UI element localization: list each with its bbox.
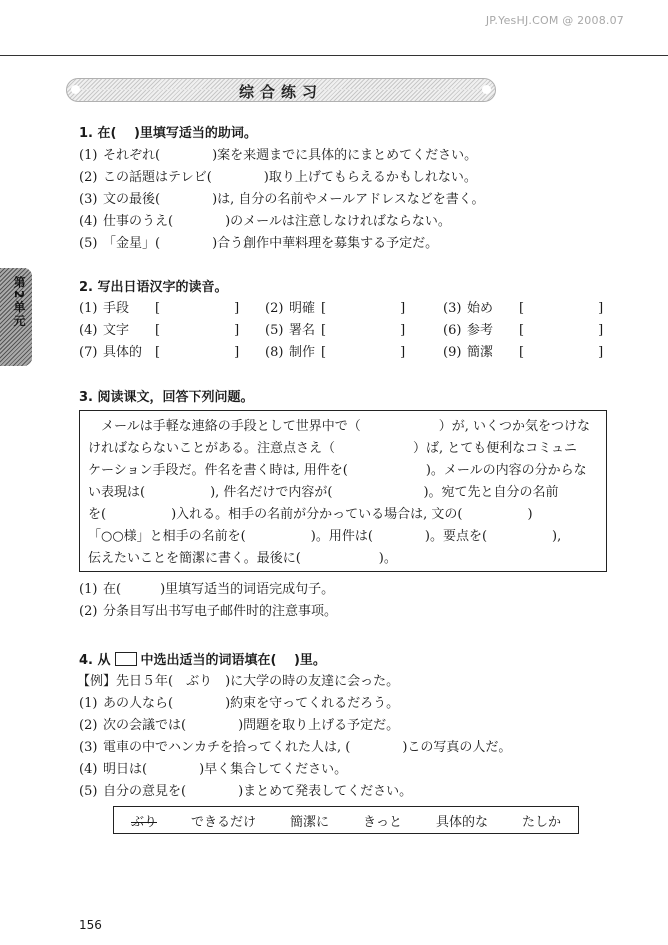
word-bank-item: 簡潔に <box>289 814 329 830</box>
answer-bracket-close: ] <box>400 301 406 316</box>
passage-line: ければならないことがある。注意点さえ（ ）ば, とても便利なコミュニ <box>88 441 578 456</box>
question-text: 分条目写出书写电子邮件时的注意事项。 <box>103 604 338 619</box>
item-text: 自分の意見を( )まとめて発表してください。 <box>103 784 413 799</box>
reading-item <box>265 297 405 316</box>
reading-passage-box <box>79 410 607 572</box>
reading-item <box>443 341 603 360</box>
section1-title: 1. 在( )里填写适当的助词。 <box>79 126 257 141</box>
kanji-word: 簡潔 <box>467 345 494 360</box>
word-bank <box>113 806 579 834</box>
answer-bracket-close: ] <box>598 345 604 360</box>
answer-bracket-open: [ <box>321 323 327 338</box>
item-number: (2) <box>79 604 98 619</box>
item-number: (1) <box>79 696 98 711</box>
item-text: あの人なら( )約束を守ってくれるだろう。 <box>103 696 400 711</box>
kanji-word: 署名 <box>289 323 316 338</box>
reading-item <box>79 341 239 360</box>
answer-bracket-open: [ <box>519 301 525 316</box>
kanji-word: 制作 <box>289 345 316 360</box>
passage-line: メールは手軽な連絡の手段として世界中で（ ）が, いくつか気をつけな <box>88 419 591 434</box>
item-text: 「金星」( )合う創作中華料理を募集する予定だ。 <box>103 236 439 251</box>
section1-item-5 <box>79 232 438 251</box>
passage-line: ケーション手段だ。件名を書く時は, 用件を( )。メールの内容の分からな <box>88 463 587 478</box>
watermark: JP.YesHJ.COM @ 2008.07 <box>485 14 624 27</box>
section4-item-2 <box>79 714 399 733</box>
item-number: (4) <box>79 323 98 338</box>
unit-label: 第2单元 <box>12 276 26 329</box>
section1-item-4 <box>79 210 451 229</box>
item-number: (3) <box>79 192 98 207</box>
word-bank-item: たしか <box>521 814 561 830</box>
answer-bracket-open: [ <box>321 301 327 316</box>
answer-bracket-open: [ <box>519 323 525 338</box>
word-box-symbol <box>115 652 137 666</box>
word-bank-item: きっと <box>362 814 402 830</box>
item-number: (9) <box>443 345 462 360</box>
title-suffix: 中选出适当的词语填在( )里。 <box>140 653 326 668</box>
unit-side-tab <box>0 268 32 366</box>
word-bank-item: ぶり <box>130 814 157 830</box>
item-number: (2) <box>265 301 284 316</box>
reading-row <box>79 341 619 361</box>
reading-row <box>79 319 619 339</box>
kanji-word: 手段 <box>103 301 130 316</box>
reading-row <box>79 297 619 317</box>
item-number: (5) <box>79 784 98 799</box>
kanji-word: 具体的 <box>103 345 143 360</box>
passage-line: 伝えたいことを簡潔に書く。最後に( )。 <box>88 551 397 566</box>
item-text: それぞれ( )案を来週までに具体的にまとめてください。 <box>103 148 478 163</box>
item-number: (5) <box>79 236 98 251</box>
answer-bracket-close: ] <box>400 345 406 360</box>
word-bank-item: 具体的な <box>435 814 488 830</box>
item-number: (8) <box>265 345 284 360</box>
section1-item-3 <box>79 188 485 207</box>
reading-item <box>443 319 603 338</box>
section4-item-5 <box>79 780 412 799</box>
page-number: 156 <box>79 918 102 932</box>
item-text: 電車の中でハンカチを拾ってくれた人は, ( )この写真の人だ。 <box>103 740 512 755</box>
section4-item-4 <box>79 758 347 777</box>
passage-line: い表現は( ), 件名だけで内容が( )。宛て先と自分の名前 <box>88 485 559 500</box>
section3-title: 3. 阅读课文，回答下列问题。 <box>79 390 254 405</box>
question-text: 在( )里填写适当的词语完成句子。 <box>103 582 335 597</box>
answer-bracket-close: ] <box>598 301 604 316</box>
item-number: (2) <box>79 170 98 185</box>
item-number: (4) <box>79 214 98 229</box>
passage-line: を( )入れる。相手の名前が分かっている場合は, 文の( ) <box>88 507 533 522</box>
section1-item-1 <box>79 144 477 163</box>
kanji-word: 文字 <box>103 323 130 338</box>
section4-title <box>79 649 326 668</box>
item-text: 明日は( )早く集合してください。 <box>103 762 348 777</box>
reading-item <box>265 341 405 360</box>
item-text: この話題はテレビ( )取り上げてもらえるかもしれない。 <box>103 170 477 185</box>
item-number: (4) <box>79 762 98 777</box>
answer-bracket-open: [ <box>519 345 525 360</box>
answer-bracket-close: ] <box>234 301 240 316</box>
section4-item-3 <box>79 736 511 755</box>
section2-title: 2. 写出日语汉字的读音。 <box>79 280 228 295</box>
answer-bracket-close: ] <box>598 323 604 338</box>
section3-question-2 <box>79 600 337 619</box>
item-text: 次の会議では( )問題を取り上げる予定だ。 <box>103 718 400 733</box>
item-number: (1) <box>79 582 98 597</box>
top-rule <box>0 55 668 56</box>
reading-item <box>79 297 239 316</box>
section1-item-2 <box>79 166 477 185</box>
item-number: (3) <box>79 740 98 755</box>
item-number: (1) <box>79 301 98 316</box>
item-number: (7) <box>79 345 98 360</box>
title-prefix: 4. 从 <box>79 653 111 668</box>
item-number: (6) <box>443 323 462 338</box>
section3-question-1 <box>79 578 334 597</box>
answer-bracket-open: [ <box>321 345 327 360</box>
banner-title: 综合练习 <box>238 83 323 101</box>
kanji-word: 参考 <box>467 323 494 338</box>
section-banner <box>66 78 496 102</box>
reading-item <box>265 319 405 338</box>
answer-bracket-open: [ <box>155 301 161 316</box>
answer-bracket-close: ] <box>234 345 240 360</box>
section4-example: 【例】先日５年( ぶり )に大学の時の友達に会った。 <box>77 674 400 689</box>
item-number: (5) <box>265 323 284 338</box>
answer-bracket-close: ] <box>400 323 406 338</box>
word-bank-item: できるだけ <box>190 814 256 830</box>
item-number: (2) <box>79 718 98 733</box>
item-number: (1) <box>79 148 98 163</box>
passage-line: 「○○様」と相手の名前を( )。用件は( )。要点を( ), <box>88 529 562 544</box>
answer-bracket-open: [ <box>155 323 161 338</box>
kanji-word: 明確 <box>289 301 316 316</box>
answer-bracket-open: [ <box>155 345 161 360</box>
kanji-word: 始め <box>467 301 494 316</box>
reading-item <box>79 319 239 338</box>
reading-item <box>443 297 603 316</box>
section4-item-1 <box>79 692 399 711</box>
item-number: (3) <box>443 301 462 316</box>
item-text: 仕事のうえ( )のメールは注意しなければならない。 <box>103 214 451 229</box>
answer-bracket-close: ] <box>234 323 240 338</box>
item-text: 文の最後( )は, 自分の名前やメールアドレスなどを書く。 <box>103 192 485 207</box>
